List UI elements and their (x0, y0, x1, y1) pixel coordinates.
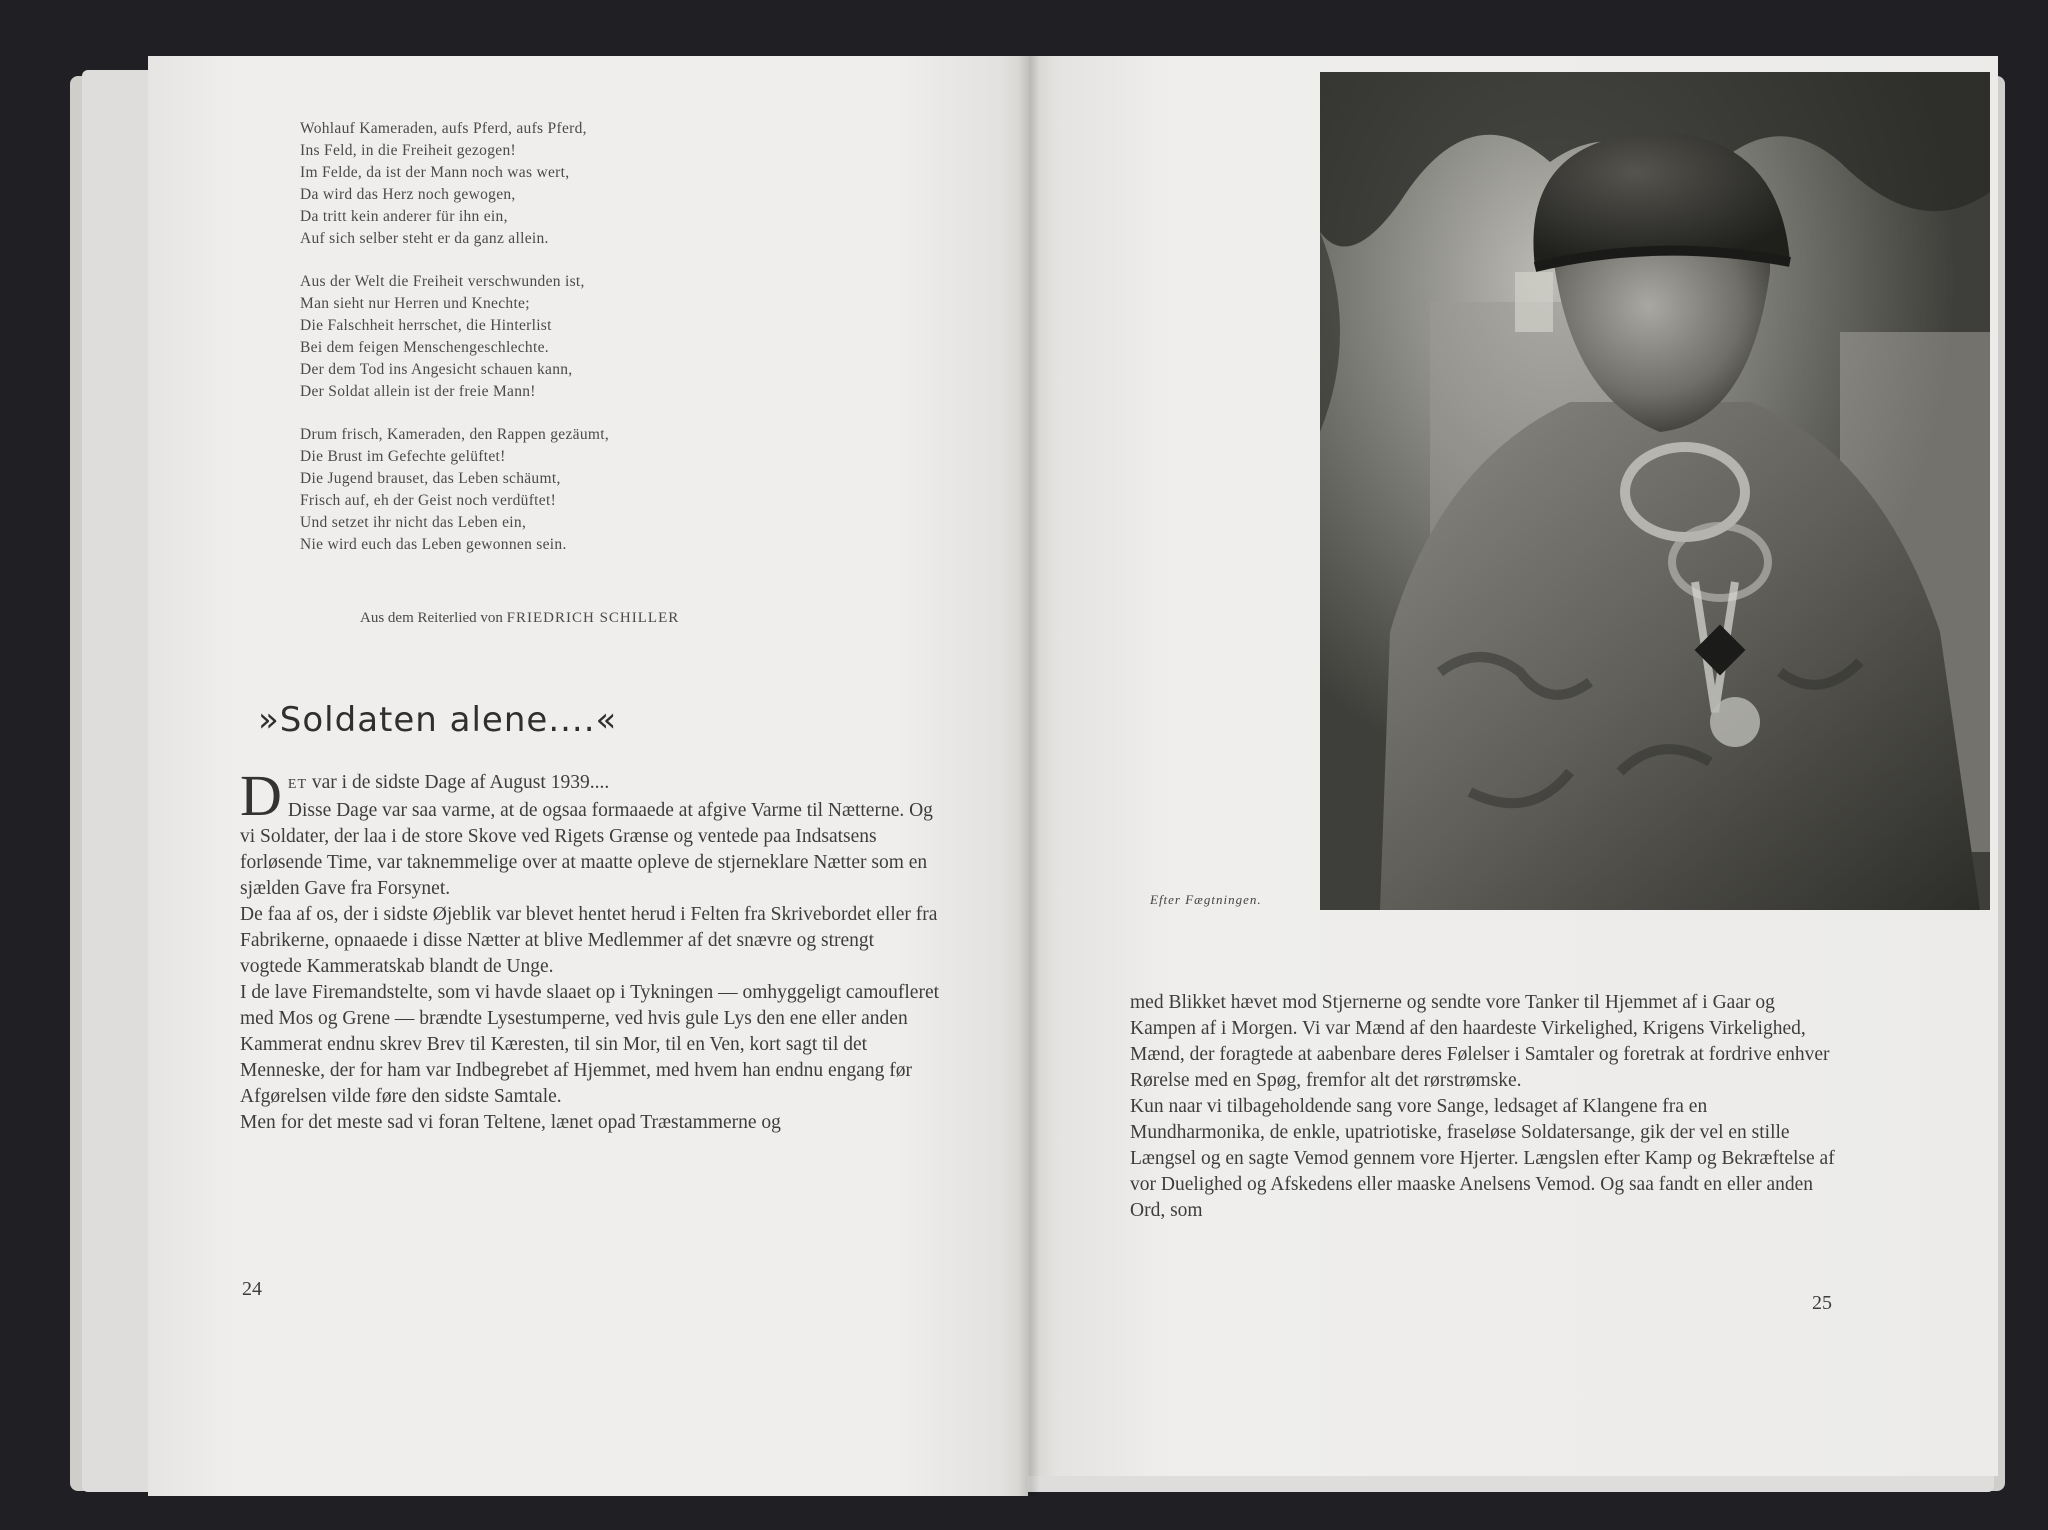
book-gutter (1018, 56, 1040, 1496)
poem-line: Aus der Welt die Freiheit verschwunden ist, (300, 273, 585, 290)
opening-smallcaps: ET (287, 777, 307, 792)
paragraph: Men for det meste sad vi foran Teltene, lænet opad Træstammerne og (240, 1112, 781, 1133)
poem-line: Der Soldat allein ist der freie Mann! (300, 383, 536, 400)
soldier-photo (1320, 72, 1990, 910)
poem-attribution (360, 610, 880, 627)
poem-stanza-2 (300, 271, 860, 403)
paragraph: Kun naar vi tilbageholdende sang vore Sange, ledsaget af Klangene fra en Mundharmonika, de enkle, upatriotiske, fraseløse Soldatersange, gik der vel en stille Længsel og en sagte Vemod gennem vore Hjerter. Længslen efter Kamp og Bekræftelse af vor Duelighed og Afskedens eller maaske Anelsens Vemod. Og saa fandt en eller anden Ord, som (1130, 1096, 1835, 1221)
attribution-author: FRIEDRICH SCHILLER (506, 610, 680, 626)
attribution-prefix: Aus dem Reiterlied von (360, 610, 503, 626)
poem (300, 118, 860, 577)
poem-line: Man sieht nur Herren und Knechte; (300, 295, 530, 312)
poem-line: Frisch auf, eh der Geist noch verdüftet! (300, 492, 557, 509)
page-number-right: 25 (1812, 1292, 1832, 1314)
paragraph: De faa af os, der i sidste Øjeblik var blevet hentet herud i Felten fra Skrivebordet eller fra Fabrikerne, opnaaede i disse Nætter at blive Medlemmer af det snævre og strengt vogtede Kammeratskab blandt de Unge. (240, 904, 938, 977)
poem-line: Ins Feld, in die Freiheit gezogen! (300, 142, 516, 159)
poem-stanza-3 (300, 424, 860, 556)
chapter-title: »Soldaten alene....« (258, 700, 618, 740)
right-body-text (1130, 990, 1845, 1224)
poem-line: Im Felde, da ist der Mann noch was wert, (300, 164, 570, 181)
photo-illustration (1320, 72, 1990, 910)
poem-line: Drum frisch, Kameraden, den Rappen gezäumt, (300, 426, 610, 443)
drop-cap: D (240, 763, 282, 828)
poem-line: Da wird das Herz noch gewogen, (300, 186, 516, 203)
poem-stanza-1 (300, 118, 860, 250)
paragraph: I de lave Firemandstelte, som vi havde slaaet op i Tykningen — omhyggeligt camoufleret med Mos og Grene — brændte Lysestumperne, ved hvis gule Lys den ene eller anden Kammerat endnu skrev Brev til Kæresten, til sin Mor, til en Ven, kort sagt til det Menneske, der for ham var Indbegrebet af Hjemmet, med hvem han endnu engang før Afgørelsen vilde føre den sidste Samtale. (240, 982, 940, 1107)
poem-line: Der dem Tod ins Angesicht schauen kann, (300, 361, 573, 378)
poem-line: Die Jugend brauset, das Leben schäumt, (300, 470, 561, 487)
poem-line: Auf sich selber steht er da ganz allein. (300, 230, 549, 247)
poem-line: Die Falschheit herrschet, die Hinterlist (300, 317, 552, 334)
poem-line: Bei dem feigen Menschengeschlechte. (300, 339, 549, 356)
page-number-left: 24 (242, 1278, 262, 1300)
poem-line: Wohlauf Kameraden, aufs Pferd, aufs Pferd, (300, 120, 587, 137)
poem-line: Nie wird euch das Leben gewonnen sein. (300, 536, 567, 553)
paragraph: med Blikket hævet mod Stjernerne og sendte vore Tanker til Hjemmet af i Gaar og Kampen af i Morgen. Vi var Mænd af den haardeste Virkelighed, Krigens Virkelighed, Mænd, der foragtede at aabenbare deres Følelser i Samtaler og foretrak at fordrive enhver Rørelse med en Spøg, fremfor alt det rørstrømske. (1130, 992, 1830, 1091)
left-body-text (240, 763, 940, 1136)
poem-line: Und setzet ihr nicht das Leben ein, (300, 514, 527, 531)
poem-line: Da tritt kein anderer für ihn ein, (300, 208, 508, 225)
opening-line: var i de sidste Dage af August 1939.... (307, 772, 610, 793)
photo-caption: Efter Fægtningen. (1150, 892, 1262, 907)
opening-paragraph (240, 763, 940, 902)
poem-line: Die Brust im Gefechte gelüftet! (300, 448, 506, 465)
paragraph: Disse Dage var saa varme, at de ogsaa formaaede at afgive Varme til Nætterne. Og vi Soldater, der laa i de store Skove ved Rigets Grænse og ventede paa Indsatsens forløsende Time, var taknemmelige over at maatte opleve de stjerneklare Nætter som en sjælden Gave fra Forsynet. (240, 800, 933, 899)
